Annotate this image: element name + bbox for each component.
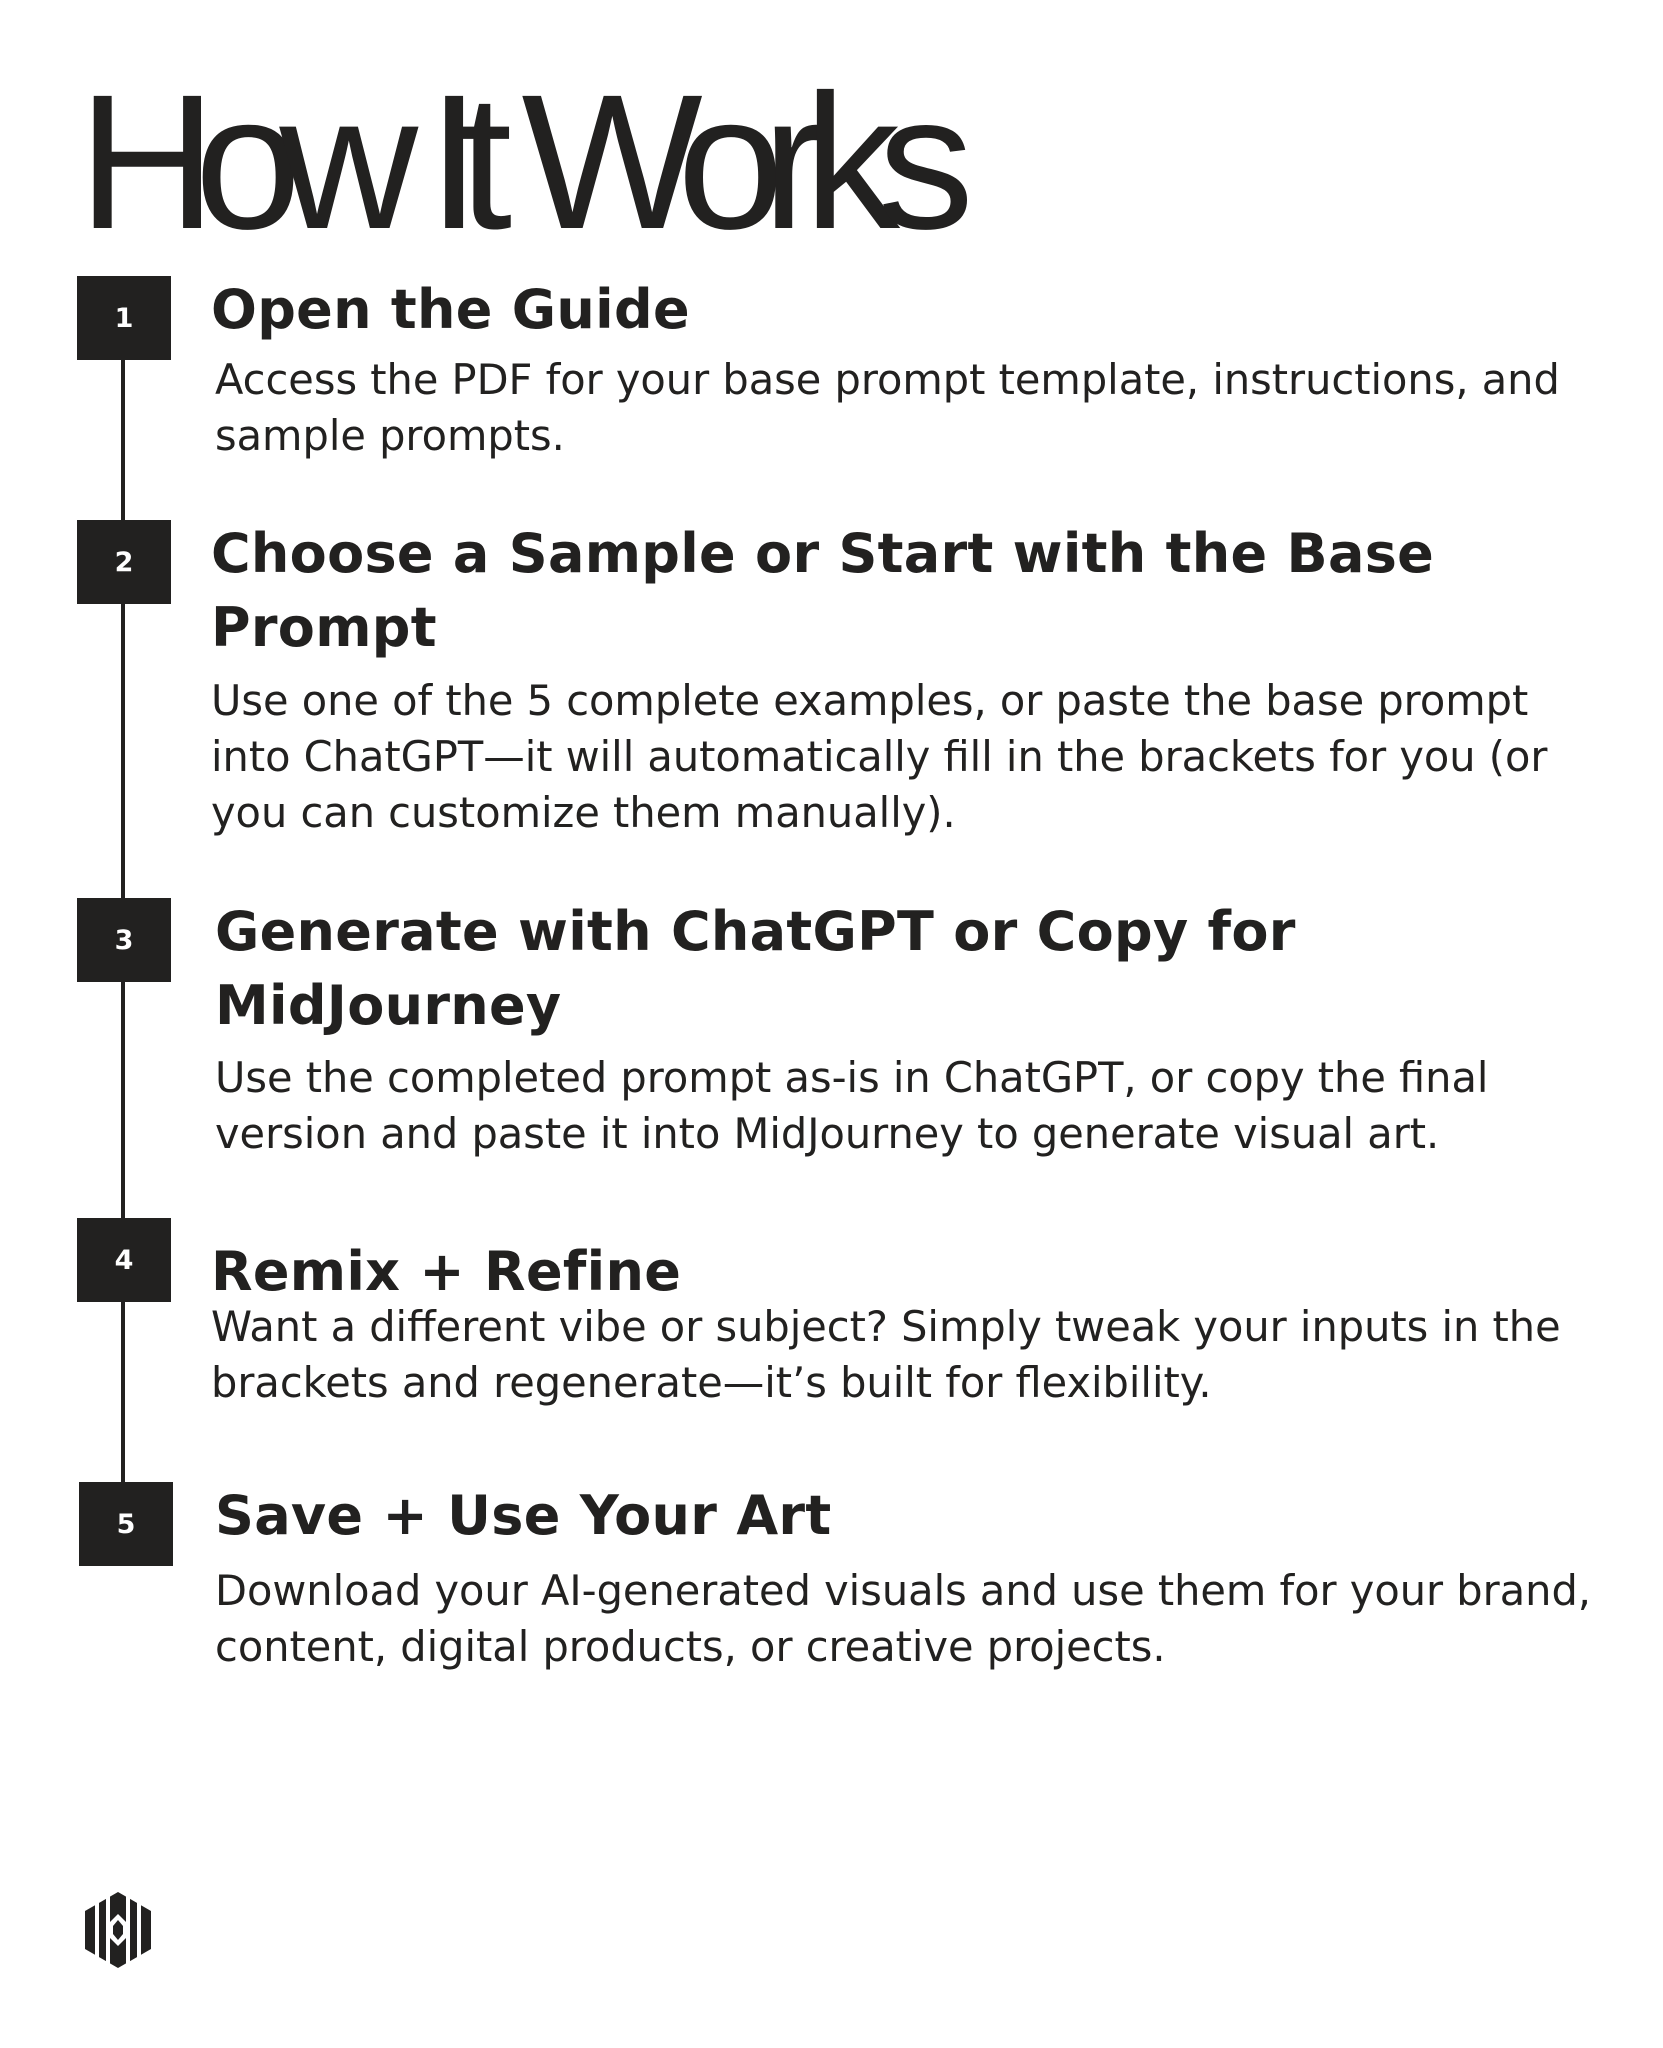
step-number-badge: 1 [77,276,171,360]
step-number-badge: 2 [77,520,171,604]
step-description: Access the PDF for your base prompt template, instructions, and sample prompts. [215,355,1560,460]
page-title: How It Works [78,54,952,269]
step-title: Save + Use Your Art [215,1484,832,1547]
step-description: Use one of the 5 complete examples, or paste the base prompt into ChatGPT—it will automatically fill in the brackets for you (or you can customize them manually). [211,676,1548,837]
step-description: Want a different vibe or subject? Simply tweak your inputs in the brackets and regenerate—it’s built for flexibility. [211,1302,1561,1407]
step-description: Use the completed prompt as-is in ChatGPT, or copy the final version and paste it into MidJourney to generate visual art. [215,1053,1489,1158]
step-description: Download your AI-generated visuals and use them for your brand, content, digital products, or creative projects. [215,1566,1591,1671]
step-title: Open the Guide [211,278,690,341]
timeline-line [121,356,125,526]
step-title: Choose a Sample or Start with the Base Prompt [211,522,1435,659]
timeline-line [121,980,125,1226]
step-number-badge: 5 [79,1482,173,1566]
timeline-line [121,602,125,902]
timeline-line [121,1300,125,1496]
step-title: Remix + Refine [211,1240,682,1303]
brand-hexagon-logo-icon [78,1890,158,1970]
step-number-badge: 4 [77,1218,171,1302]
step-title: Generate with ChatGPT or Copy for MidJourney [215,900,1296,1037]
step-number-badge: 3 [77,898,171,982]
